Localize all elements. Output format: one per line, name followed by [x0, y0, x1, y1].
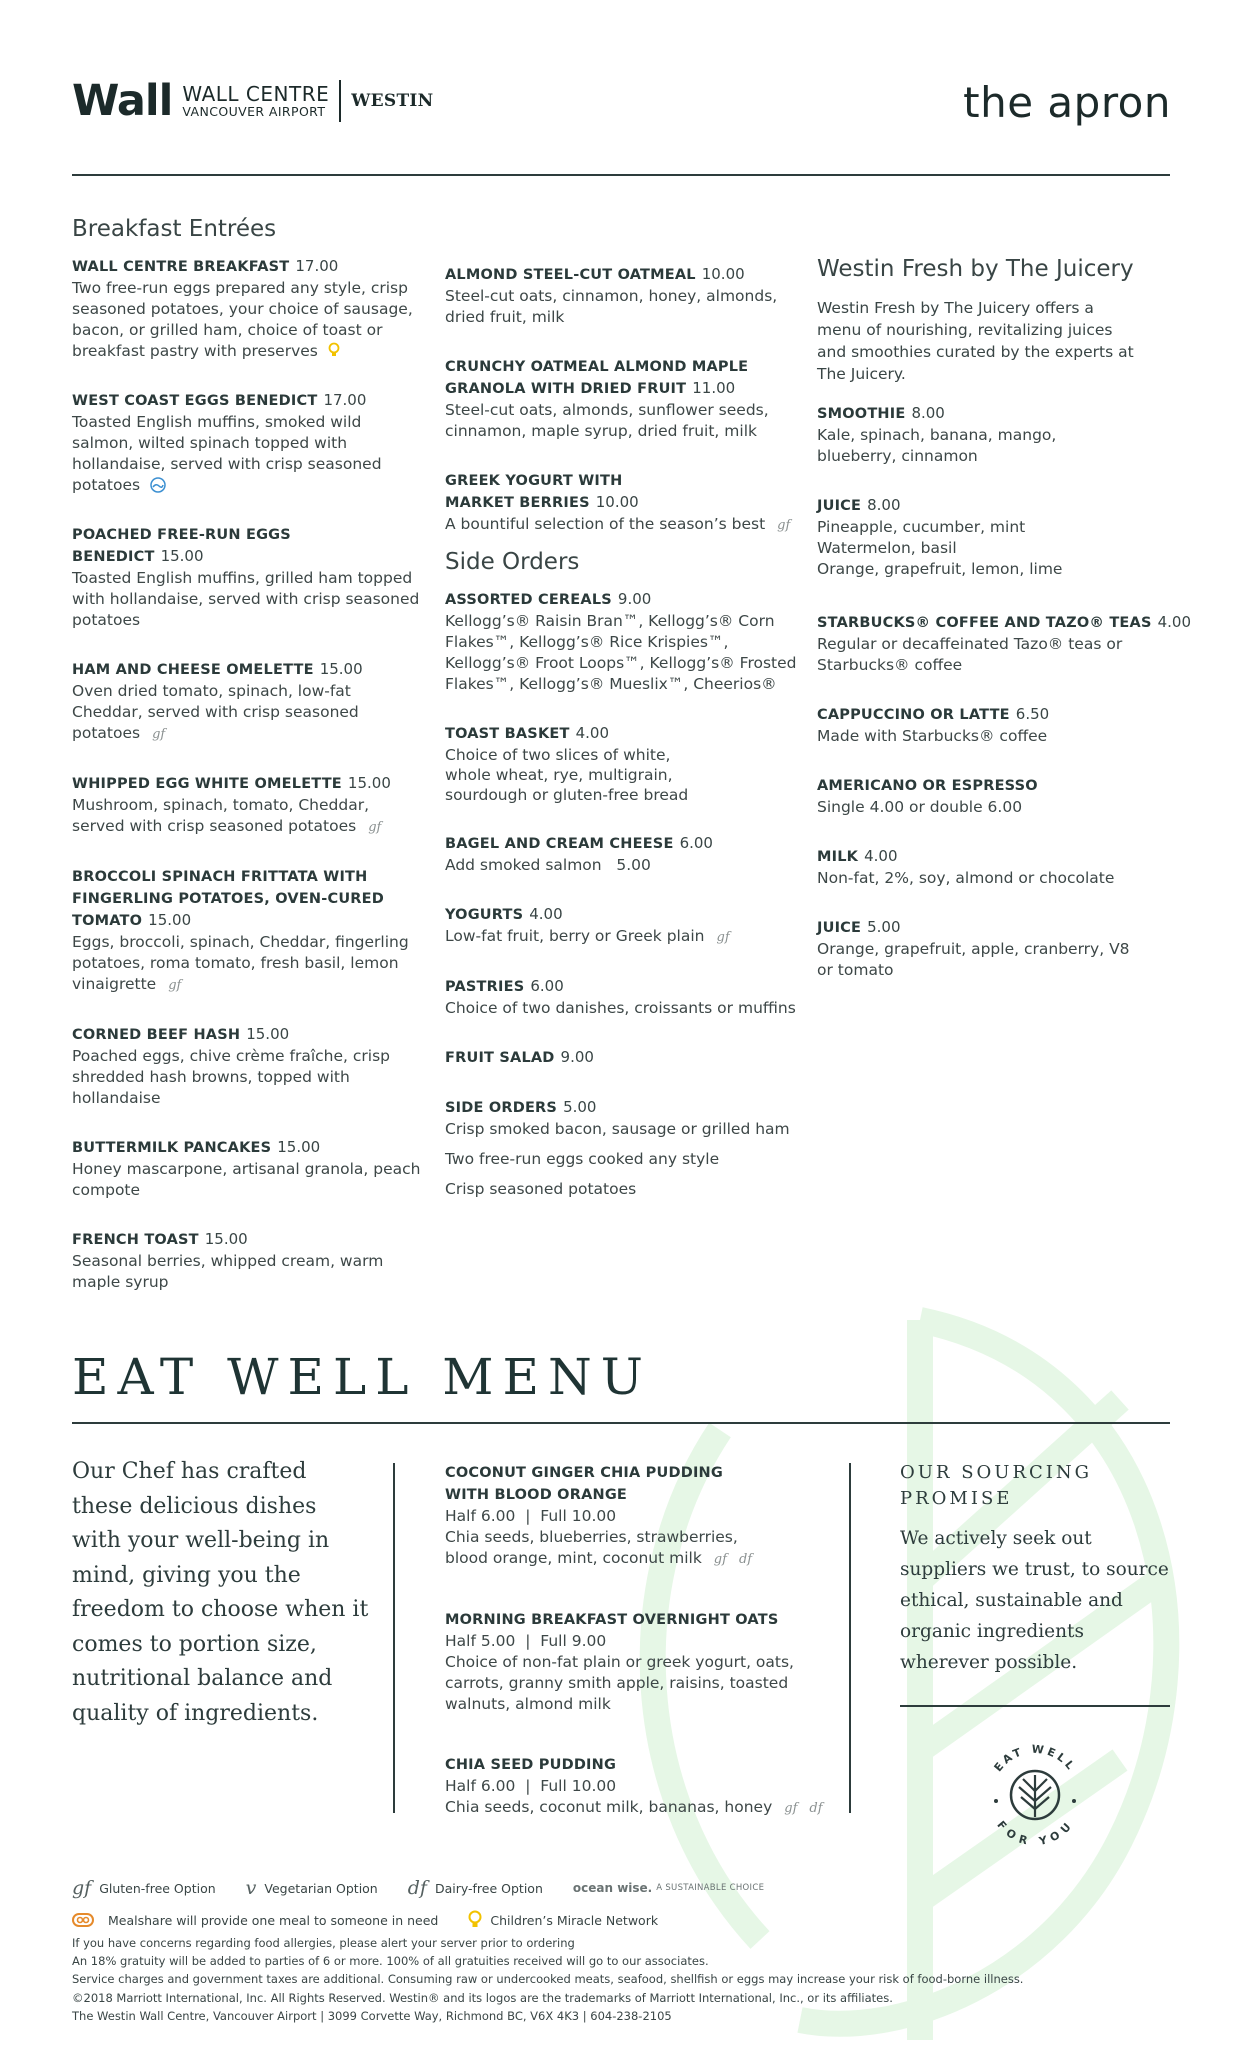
item-desc: Oven dried tomato, spinach, low-fat Cheddar, served with crisp seasoned potatoes	[72, 682, 359, 742]
item-name: MILK	[817, 849, 859, 865]
menu-item	[445, 589, 805, 695]
ocean-wise-sub: A SUSTAINABLE CHOICE	[656, 1883, 765, 1893]
menu-item	[72, 390, 422, 496]
item-name: CAPPUCCINO OR LATTE	[817, 707, 1010, 723]
item-name: BUTTERMILK PANCAKES	[72, 1140, 272, 1156]
gluten-free-icon: gf	[152, 727, 166, 742]
juicery-title: Westin Fresh by The Juicery	[817, 256, 1134, 282]
item-desc: Honey mascarpone, artisanal granola, peach compote	[72, 1160, 421, 1199]
mealshare-icon	[72, 1913, 94, 1927]
item-name: WALL CENTRE BREAKFAST	[72, 259, 290, 275]
menu-item	[72, 659, 422, 745]
item-price: 15.00	[277, 1138, 321, 1156]
item-line: Single 4.00 or double 6.00	[817, 798, 1023, 816]
item-desc: Poached eggs, chive crème fraîche, crisp shredded hash browns, topped with hollandaise	[72, 1047, 390, 1107]
item-price: 4.00	[864, 847, 898, 865]
legend-gf-label: Gluten-free Option	[99, 1880, 216, 1896]
menu-item	[72, 1137, 422, 1201]
vegetarian-symbol: v	[245, 1877, 257, 1899]
item-sizes: Half 5.00 | Full 9.00	[445, 1632, 607, 1650]
logo-wall-centre	[182, 83, 329, 119]
legend-df-label: Dairy-free Option	[434, 1880, 543, 1896]
item-line: Crisp seasoned potatoes	[445, 1180, 637, 1198]
item-line: Made with Starbucks® coffee	[817, 727, 1048, 745]
item-desc: Low-fat fruit, berry or Greek plain	[445, 927, 705, 945]
item-price: 9.00	[617, 590, 652, 608]
restaurant-name: the apron	[963, 78, 1171, 127]
svg-text:FOR YOU	[994, 1818, 1075, 1848]
sourcing-text: We actively seek out suppliers we trust, to source ethical, sustainable and organic ingredients wherever possible.	[900, 1528, 1169, 1673]
logo-westin: WESTIN	[351, 91, 434, 111]
item-name: SIDE ORDERS	[445, 1100, 558, 1116]
sourcing-divider	[900, 1705, 1170, 1707]
gluten-free-icon: gf	[716, 930, 730, 945]
item-name: HAM AND CHEESE OMELETTE	[72, 662, 314, 678]
badge-bottom-text: FOR YOU	[994, 1818, 1076, 1849]
logo-line2: VANCOUVER AIRPORT	[182, 104, 326, 119]
item-desc: Choice of two slices of white, whole wheat, rye, multigrain, sourdough or gluten-free bread	[445, 746, 689, 804]
item-name: CHIA SEED PUDDING	[445, 1757, 617, 1773]
menu-item	[817, 403, 1177, 467]
gluten-free-icon: gf	[713, 1552, 727, 1567]
item-name: CRUNCHY OATMEAL ALMOND MAPLE GRANOLA WITH DRIED FRUIT	[445, 359, 749, 397]
item-price: 9.00	[560, 1048, 594, 1066]
menu-item	[817, 917, 1177, 981]
item-name: FRUIT SALAD	[445, 1050, 555, 1066]
item-desc: Toasted English muffins, grilled ham topped with hollandaise, served with crisp seasoned potatoes	[72, 569, 420, 629]
menu-item	[445, 470, 805, 536]
eat-well-divider	[72, 1422, 1170, 1424]
menu-item	[445, 1462, 825, 1570]
menu-item	[445, 1097, 805, 1200]
item-desc: Steel-cut oats, cinnamon, honey, almonds, dried fruit, milk	[445, 287, 778, 326]
item-name: STARBUCKS® COFFEE AND TAZO® TEAS	[817, 615, 1152, 631]
menu-item	[817, 495, 1177, 580]
item-price: 17.00	[295, 257, 339, 275]
footer-line: An 18% gratuity will be added to parties of 6 or more. 100% of all gratuities received will go to our associates.	[72, 1954, 709, 1969]
logo-divider	[339, 80, 341, 122]
item-price: 15.00	[319, 660, 363, 678]
menu-item	[445, 1047, 805, 1069]
eat-well-intro: Our Chef has crafted these delicious dishes with your well-being in mind, giving you the freedom to choose when it comes to portion size, nutritional balance and quality of ingredients.	[72, 1459, 369, 1726]
menu-item	[72, 773, 422, 838]
gluten-free-icon: gf	[368, 820, 382, 835]
item-name: JUICE	[817, 498, 862, 514]
ocean-wise-logo	[573, 1881, 764, 1895]
item-price: 5.00	[867, 918, 901, 936]
item-price: 15.00	[246, 1025, 290, 1043]
menu-item	[72, 524, 422, 631]
item-name: FRENCH TOAST	[72, 1232, 199, 1248]
item-desc: Steel-cut oats, almonds, sunflower seeds, cinnamon, maple syrup, dried fruit, milk	[445, 401, 769, 440]
menu-item	[72, 1024, 422, 1109]
item-desc: Chia seeds, blueberries, strawberries, blood orange, mint, coconut milk	[445, 1528, 738, 1567]
item-desc: A bountiful selection of the season’s best	[445, 515, 766, 533]
item-price: 6.50	[1015, 705, 1050, 723]
mealshare-label: Mealshare will provide one meal to someone in need	[108, 1912, 439, 1928]
item-price: 10.00	[595, 493, 639, 511]
item-price: 11.00	[692, 379, 736, 397]
dairy-free-icon: df	[809, 1801, 823, 1816]
item-price: 15.00	[148, 911, 192, 929]
item-name: SMOOTHIE	[817, 406, 906, 422]
logo-wall: Wall	[72, 76, 173, 126]
dairy-free-symbol: df	[407, 1877, 427, 1899]
item-desc: Mushroom, spinach, tomato, Cheddar, served with crisp seasoned potatoes	[72, 796, 370, 835]
item-name: WEST COAST EGGS BENEDICT	[72, 393, 318, 409]
item-price: 15.00	[160, 547, 204, 565]
badge-top-text: EAT WELL	[991, 1742, 1079, 1775]
menu-item	[817, 775, 1177, 818]
item-line: Regular or decaffeinated Tazo® teas or Starbucks® coffee	[817, 635, 1123, 674]
item-sizes: Half 6.00 | Full 10.00	[445, 1507, 617, 1525]
childrens-miracle-bulb-icon	[328, 342, 340, 358]
eat-well-for-you-badge-icon	[975, 1735, 1095, 1855]
footer-line: The Westin Wall Centre, Vancouver Airport | 3099 Corvette Way, Richmond BC, V6X 4K3 | 604-238-2105	[72, 2008, 672, 2023]
menu-item	[817, 612, 1192, 676]
dairy-free-icon: df	[738, 1552, 753, 1567]
sourcing-title: OUR SOURCING PROMISE	[900, 1462, 1093, 1509]
item-price: 4.00	[575, 724, 609, 742]
menu-item	[445, 1754, 825, 1819]
menu-item	[72, 1229, 422, 1293]
column-divider	[849, 1463, 851, 1813]
item-line: Two free-run eggs cooked any style	[445, 1150, 720, 1168]
item-name: GREEK YOGURT WITH MARKET BERRIES	[445, 473, 623, 511]
legend-v-label: Vegetarian Option	[264, 1880, 378, 1896]
item-line: Non-fat, 2%, soy, almond or chocolate	[817, 869, 1115, 887]
side-orders-title: Side Orders	[445, 549, 580, 575]
item-desc: Seasonal berries, whipped cream, warm maple syrup	[72, 1252, 384, 1291]
sides-column	[445, 264, 805, 1228]
item-desc: Choice of two danishes, croissants or muffins	[445, 999, 796, 1017]
item-name: MORNING BREAKFAST OVERNIGHT OATS	[445, 1612, 779, 1628]
item-price: 4.00	[529, 905, 563, 923]
item-price: 10.00	[701, 265, 745, 283]
legend-df	[408, 1877, 543, 1899]
menu-item	[445, 356, 805, 442]
breakfast-title: Breakfast Entrées	[72, 216, 277, 242]
item-name: PASTRIES	[445, 979, 525, 995]
juicery-intro: Westin Fresh by The Juicery offers a menu of nourishing, revitalizing juices and smoothies curated by the experts at The Juicery.	[817, 299, 1134, 383]
item-price: 6.00	[679, 834, 713, 852]
menu-item	[72, 866, 422, 996]
menu-item	[445, 264, 805, 328]
item-desc: Choice of non-fat plain or greek yogurt, oats, carrots, granny smith apple, raisins, toasted walnuts, almond milk	[445, 1653, 794, 1713]
menu-item	[445, 1609, 825, 1715]
logo-line1: WALL CENTRE	[182, 82, 330, 106]
eat-well-title: EAT WELL MENU	[72, 1348, 652, 1406]
item-name: WHIPPED EGG WHITE OMELETTE	[72, 776, 342, 792]
column-divider	[393, 1463, 395, 1813]
item-line: Watermelon, basil	[817, 539, 957, 557]
legend-charity	[72, 1910, 658, 1930]
item-line: Orange, grapefruit, lemon, lime	[817, 560, 1063, 578]
legend-gf	[72, 1877, 216, 1899]
item-line: Kale, spinach, banana, mango, blueberry, cinnamon	[817, 426, 1057, 465]
item-name: JUICE	[817, 920, 862, 936]
footer-notes	[72, 1934, 1192, 2025]
legend	[72, 1877, 794, 1899]
menu-item	[445, 976, 805, 1019]
item-price: 6.00	[530, 977, 564, 995]
item-line: Orange, grapefruit, apple, cranberry, V8 or tomato	[817, 940, 1130, 979]
header-divider	[72, 174, 1170, 176]
item-desc: Eggs, broccoli, spinach, Cheddar, fingerling potatoes, roma tomato, fresh basil, lemon vinaigrette	[72, 933, 409, 993]
item-name: BAGEL AND CREAM CHEESE	[445, 836, 674, 852]
gluten-free-icon: gf	[168, 978, 182, 993]
legend-v	[246, 1877, 378, 1899]
item-desc: Chia seeds, coconut milk, bananas, honey	[445, 1798, 773, 1816]
item-name: ASSORTED CEREALS	[445, 592, 612, 608]
gluten-free-symbol: gf	[72, 1877, 92, 1899]
item-name: CORNED BEEF HASH	[72, 1027, 241, 1043]
gluten-free-icon: gf	[784, 1801, 798, 1816]
item-name: COCONUT GINGER CHIA PUDDING WITH BLOOD ORANGE	[445, 1465, 723, 1503]
item-price: 15.00	[204, 1230, 248, 1248]
footer-line: Service charges and government taxes are additional. Consuming raw or undercooked meats, seafood, shellfish or eggs may increase your risk of food-borne illness.	[72, 1972, 1024, 1987]
childrens-miracle-bulb-icon	[468, 1910, 482, 1930]
item-name: YOGURTS	[445, 907, 524, 923]
breakfast-column	[72, 215, 422, 1321]
item-line: Pineapple, cucumber, mint	[817, 518, 1026, 536]
menu-item	[445, 723, 805, 805]
juicery-column	[817, 255, 1192, 1009]
hotel-logo	[72, 78, 434, 124]
item-desc: Two free-run eggs prepared any style, crisp seasoned potatoes, your choice of sausage, bacon, or grilled ham, choice of toast or breakfast pastry with preserves	[72, 279, 413, 360]
menu-item	[445, 833, 805, 876]
item-name: ALMOND STEEL-CUT OATMEAL	[445, 267, 696, 283]
item-price: 4.00	[1157, 613, 1192, 631]
eat-well-items	[445, 1462, 825, 1847]
item-name: TOAST BASKET	[445, 726, 570, 742]
item-desc: Toasted English muffins, smoked wild salmon, wilted spinach topped with hollandaise, served with crisp seasoned potatoes	[72, 413, 382, 494]
menu-item	[445, 904, 805, 948]
item-price: 8.00	[911, 404, 945, 422]
gluten-free-icon: gf	[777, 518, 791, 533]
menu-item	[72, 256, 422, 362]
item-name: BROCCOLI SPINACH FRITTATA WITH FINGERLING POTATOES, OVEN-CURED TOMATO	[72, 869, 385, 929]
item-line: Crisp smoked bacon, sausage or grilled ham	[445, 1120, 790, 1138]
item-name: AMERICANO OR ESPRESSO	[817, 778, 1038, 794]
menu-item	[817, 704, 1177, 747]
ocean-wise-icon	[150, 477, 166, 493]
item-desc: Kellogg’s® Raisin Bran™, Kellogg’s® Corn Flakes™, Kellogg’s® Rice Krispies™, Kellogg’s® Froot Loops™, Kellogg’s® Frosted Flakes™, Kellogg’s® Mueslix™, Cheerios®	[445, 612, 797, 693]
item-name: POACHED FREE-RUN EGGS BENEDICT	[72, 527, 291, 565]
menu-item	[817, 846, 1177, 889]
footer-line: If you have concerns regarding food allergies, please alert your server prior to ordering	[72, 1936, 575, 1950]
item-desc: Add smoked salmon 5.00	[445, 856, 651, 874]
item-price: 8.00	[867, 496, 901, 514]
item-sizes: Half 6.00 | Full 10.00	[445, 1777, 617, 1795]
ocean-wise-text: ocean wise.	[572, 1881, 653, 1895]
item-price: 15.00	[347, 774, 391, 792]
svg-text:EAT WELL	[992, 1743, 1079, 1775]
item-price: 5.00	[563, 1098, 597, 1116]
footer-line: ©2018 Marriott International, Inc. All Rights Reserved. Westin® and its logos are the trademarks of Marriott International, Inc., or its affiliates.	[72, 1990, 893, 2005]
item-price: 17.00	[323, 391, 367, 409]
cmn-label: Children’s Miracle Network	[490, 1912, 659, 1928]
